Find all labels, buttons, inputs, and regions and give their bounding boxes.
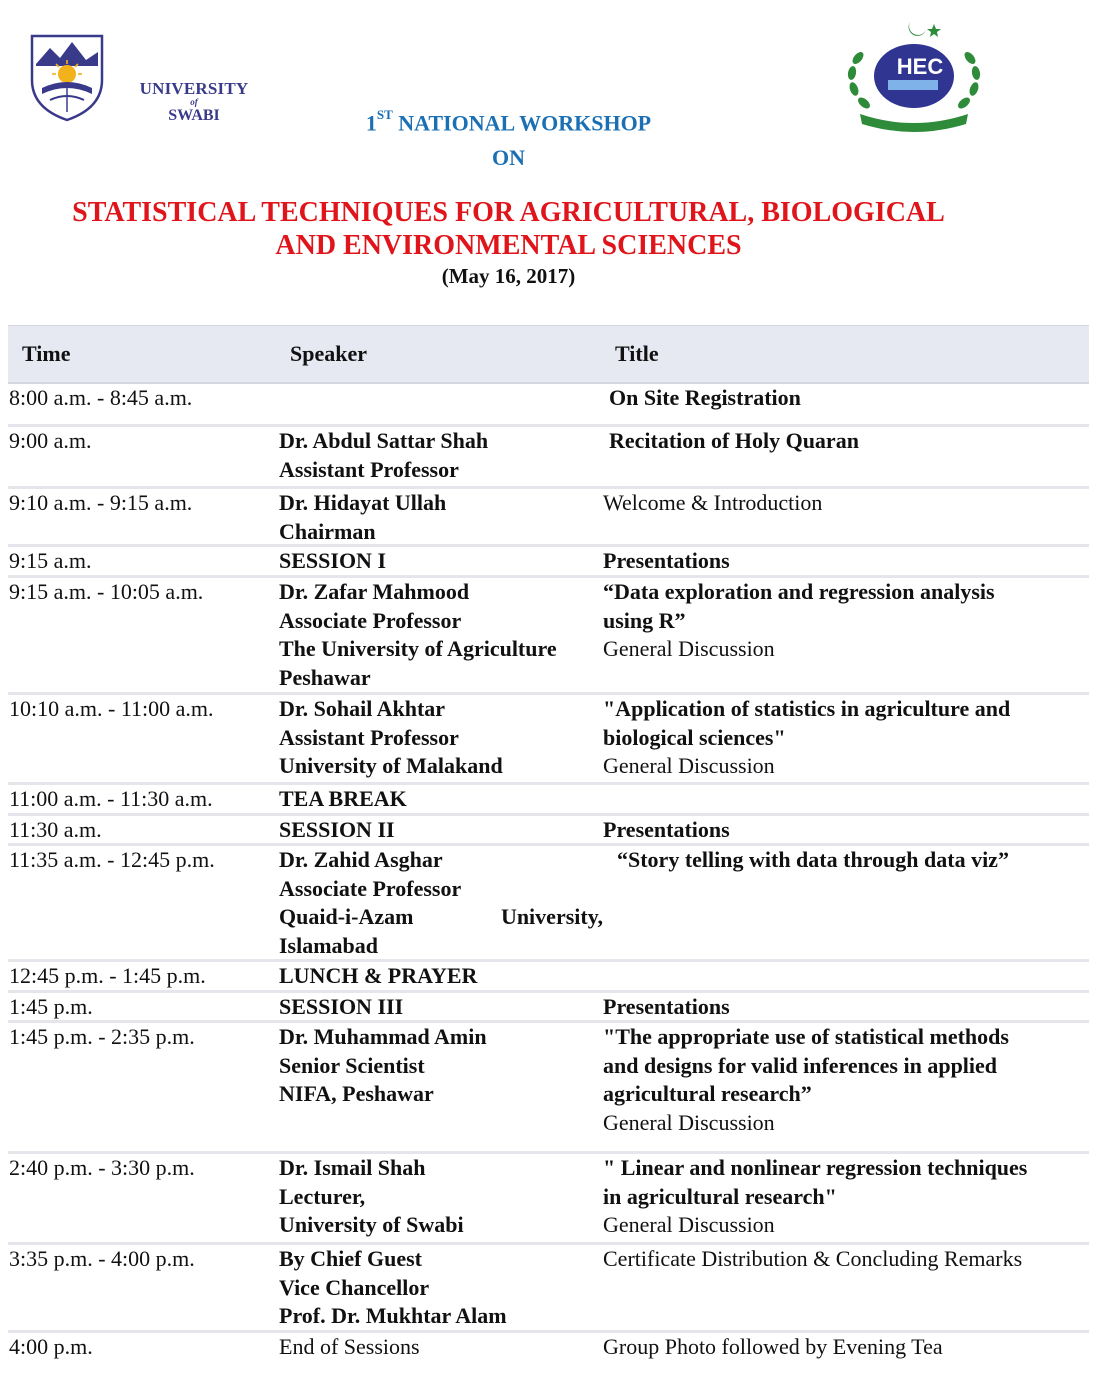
time-text: 9:00 a.m. bbox=[9, 428, 92, 453]
cell-speaker bbox=[279, 962, 603, 990]
title-line: Presentations bbox=[603, 817, 730, 842]
title-line: "The appropriate use of statistical methods bbox=[603, 1024, 1009, 1049]
time-text: 1:45 p.m. bbox=[9, 994, 93, 1019]
title-line: General Discussion bbox=[603, 636, 775, 661]
cell-title bbox=[603, 578, 1089, 692]
cell-title bbox=[603, 384, 1089, 424]
cell-title bbox=[603, 427, 1089, 486]
cell-title bbox=[603, 695, 1089, 782]
cell-speaker bbox=[279, 785, 603, 813]
cell-speaker bbox=[279, 489, 603, 544]
speaker-line: The University of Agriculture bbox=[279, 636, 557, 661]
title-line: Welcome & Introduction bbox=[603, 490, 823, 515]
time-text: 12:45 p.m. - 1:45 p.m. bbox=[9, 963, 206, 988]
time-text: 8:00 a.m. - 8:45 a.m. bbox=[9, 385, 193, 410]
speaker-line: Assistant Professor bbox=[279, 724, 459, 750]
title-line: agricultural research” bbox=[603, 1081, 812, 1106]
cell-title bbox=[603, 962, 1089, 990]
cell-time bbox=[8, 816, 279, 843]
column-header-time: Time bbox=[22, 341, 71, 366]
cell-speaker bbox=[279, 547, 603, 575]
time-text: 11:35 a.m. - 12:45 p.m. bbox=[9, 847, 215, 872]
time-text: 4:00 p.m. bbox=[9, 1334, 93, 1359]
cell-speaker bbox=[279, 1154, 603, 1242]
workshop-heading bbox=[0, 107, 1017, 136]
cell-time bbox=[8, 547, 279, 575]
time-text: 2:40 p.m. - 3:30 p.m. bbox=[9, 1155, 195, 1180]
uos-logo-line2: of bbox=[190, 97, 198, 107]
workshop-ordinal: 1 bbox=[365, 110, 377, 136]
cell-speaker bbox=[279, 578, 603, 692]
speaker-line: Lecturer, bbox=[279, 1183, 366, 1209]
hec-logo-text: HEC bbox=[896, 54, 944, 79]
table-row bbox=[8, 695, 1089, 785]
time-text: 3:35 p.m. - 4:00 p.m. bbox=[9, 1246, 195, 1271]
cell-title bbox=[603, 1245, 1089, 1330]
table-row bbox=[8, 547, 1089, 578]
column-header-title: Title bbox=[615, 341, 659, 366]
table-header-row bbox=[8, 325, 1089, 384]
title-line: biological sciences" bbox=[603, 724, 786, 750]
title-line: General Discussion bbox=[603, 1109, 775, 1135]
time-text: 11:00 a.m. - 11:30 a.m. bbox=[9, 786, 213, 811]
title-line: in agricultural research" bbox=[603, 1183, 837, 1209]
cell-speaker bbox=[279, 1245, 603, 1330]
table-row bbox=[8, 816, 1089, 846]
title-line: using R” bbox=[603, 607, 686, 633]
time-text: 10:10 a.m. - 11:00 a.m. bbox=[9, 696, 214, 721]
speaker-word: University, bbox=[500, 904, 603, 929]
cell-title bbox=[603, 1154, 1089, 1242]
topic-line-2: AND ENVIRONMENTAL SCIENCES bbox=[275, 230, 742, 261]
cell-time bbox=[8, 427, 279, 486]
table-body bbox=[8, 384, 1089, 1373]
speaker-line: Assistant Professor bbox=[279, 456, 459, 482]
title-line: Certificate Distribution & Concluding Remarks bbox=[603, 1246, 1023, 1271]
speaker-line: Chairman bbox=[279, 518, 376, 544]
topic-line-1: STATISTICAL TECHNIQUES FOR AGRICULTURAL, BIOLOGICAL bbox=[72, 197, 945, 228]
cell-time bbox=[8, 1245, 279, 1330]
cell-title bbox=[603, 846, 1089, 959]
speaker-line: Dr. Zahid Asghar bbox=[279, 847, 443, 872]
title-line: On Site Registration bbox=[609, 385, 801, 410]
title-line: Recitation of Holy Quaran bbox=[609, 428, 859, 453]
speaker-line: Islamabad bbox=[279, 932, 379, 958]
cell-title bbox=[603, 1023, 1089, 1151]
column-header-speaker: Speaker bbox=[290, 341, 367, 366]
cell-time bbox=[8, 993, 279, 1020]
speaker-line: Senior Scientist bbox=[279, 1052, 425, 1078]
cell-title bbox=[603, 785, 1089, 813]
table-row bbox=[8, 489, 1089, 547]
cell-time bbox=[8, 1023, 279, 1151]
cell-speaker bbox=[279, 695, 603, 782]
speaker-line: Dr. Ismail Shah bbox=[279, 1155, 426, 1180]
title-line: General Discussion bbox=[603, 753, 775, 778]
table-row bbox=[8, 1245, 1089, 1333]
cell-title bbox=[603, 816, 1089, 843]
speaker-line: Prof. Dr. Mukhtar Alam bbox=[279, 1303, 507, 1328]
speaker-line: LUNCH & PRAYER bbox=[279, 963, 478, 988]
cell-time bbox=[8, 489, 279, 544]
cell-speaker bbox=[279, 1333, 603, 1373]
cell-speaker bbox=[279, 384, 603, 424]
schedule-table bbox=[8, 325, 1089, 1373]
speaker-line: NIFA, Peshawar bbox=[279, 1081, 434, 1106]
university-of-swabi-logo bbox=[28, 30, 249, 124]
table-row bbox=[8, 785, 1089, 816]
speaker-line: End of Sessions bbox=[279, 1334, 420, 1359]
title-line: “Data exploration and regression analysis bbox=[603, 579, 995, 604]
time-text: 11:30 a.m. bbox=[9, 817, 102, 842]
cell-speaker bbox=[279, 816, 603, 843]
table-row bbox=[8, 993, 1089, 1023]
cell-time bbox=[8, 695, 279, 782]
uos-logo-line1: UNIVERSITY bbox=[139, 79, 249, 98]
table-row bbox=[8, 1154, 1089, 1245]
speaker-line: TEA BREAK bbox=[279, 786, 407, 811]
cell-time bbox=[8, 1154, 279, 1242]
speaker-line: Dr. Abdul Sattar Shah bbox=[279, 428, 489, 453]
table-row bbox=[8, 1023, 1089, 1154]
speaker-line: Associate Professor bbox=[279, 607, 462, 633]
speaker-line: SESSION II bbox=[279, 817, 395, 842]
workshop-date: (May 16, 2017) bbox=[441, 264, 576, 288]
workshop-ordinal-suffix: ST bbox=[376, 107, 393, 122]
cell-speaker bbox=[279, 1023, 603, 1151]
cell-time bbox=[8, 384, 279, 424]
speaker-word: Quaid-i-Azam bbox=[279, 904, 414, 929]
speaker-line: Dr. Zafar Mahmood bbox=[279, 579, 470, 604]
title-line: Group Photo followed by Evening Tea bbox=[603, 1334, 943, 1359]
cell-time bbox=[8, 962, 279, 990]
speaker-line: Dr. Muhammad Amin bbox=[279, 1024, 487, 1049]
time-text: 9:15 a.m. bbox=[9, 548, 92, 573]
cell-time bbox=[8, 1333, 279, 1373]
cell-time bbox=[8, 578, 279, 692]
speaker-line bbox=[279, 903, 603, 932]
title-line: “Story telling with data through data viz” bbox=[617, 847, 1009, 872]
title-line: Presentations bbox=[603, 994, 730, 1019]
speaker-line: Peshawar bbox=[279, 664, 371, 690]
workshop-title: NATIONAL WORKSHOP bbox=[398, 110, 652, 136]
time-text: 1:45 p.m. - 2:35 p.m. bbox=[9, 1024, 195, 1049]
cell-title bbox=[603, 993, 1089, 1020]
table-row bbox=[8, 578, 1089, 695]
table-row bbox=[8, 384, 1089, 427]
speaker-line: Dr. Hidayat Ullah bbox=[279, 490, 447, 515]
cell-title bbox=[603, 1333, 1089, 1373]
title-line: Presentations bbox=[603, 548, 730, 573]
title-line: and designs for valid inferences in applied bbox=[603, 1052, 998, 1078]
table-row bbox=[8, 1333, 1089, 1373]
title-line: "Application of statistics in agriculture and bbox=[603, 696, 1011, 721]
speaker-line: University of Malakand bbox=[279, 753, 503, 778]
cell-time bbox=[8, 846, 279, 959]
speaker-line: By Chief Guest bbox=[279, 1246, 422, 1271]
cell-speaker bbox=[279, 993, 603, 1020]
cell-title bbox=[603, 489, 1089, 544]
table-row bbox=[8, 427, 1089, 489]
cell-time bbox=[8, 785, 279, 813]
speaker-line: Vice Chancellor bbox=[279, 1274, 430, 1300]
table-row bbox=[8, 846, 1089, 962]
time-text: 9:10 a.m. - 9:15 a.m. bbox=[9, 490, 193, 515]
uos-logo-line3: SWABI bbox=[168, 107, 220, 124]
workshop-on: ON bbox=[492, 145, 525, 170]
cell-speaker bbox=[279, 427, 603, 486]
time-text: 9:15 a.m. - 10:05 a.m. bbox=[9, 579, 204, 604]
cell-speaker bbox=[279, 846, 603, 959]
table-row bbox=[8, 962, 1089, 993]
speaker-line: Associate Professor bbox=[279, 875, 462, 901]
speaker-line: SESSION III bbox=[279, 994, 404, 1019]
speaker-line: SESSION I bbox=[279, 548, 387, 573]
title-line: General Discussion bbox=[603, 1212, 775, 1237]
cell-title bbox=[603, 547, 1089, 575]
speaker-line: University of Swabi bbox=[279, 1212, 464, 1237]
speaker-line: Dr. Sohail Akhtar bbox=[279, 696, 446, 721]
title-line: " Linear and nonlinear regression techniques bbox=[603, 1155, 1028, 1180]
